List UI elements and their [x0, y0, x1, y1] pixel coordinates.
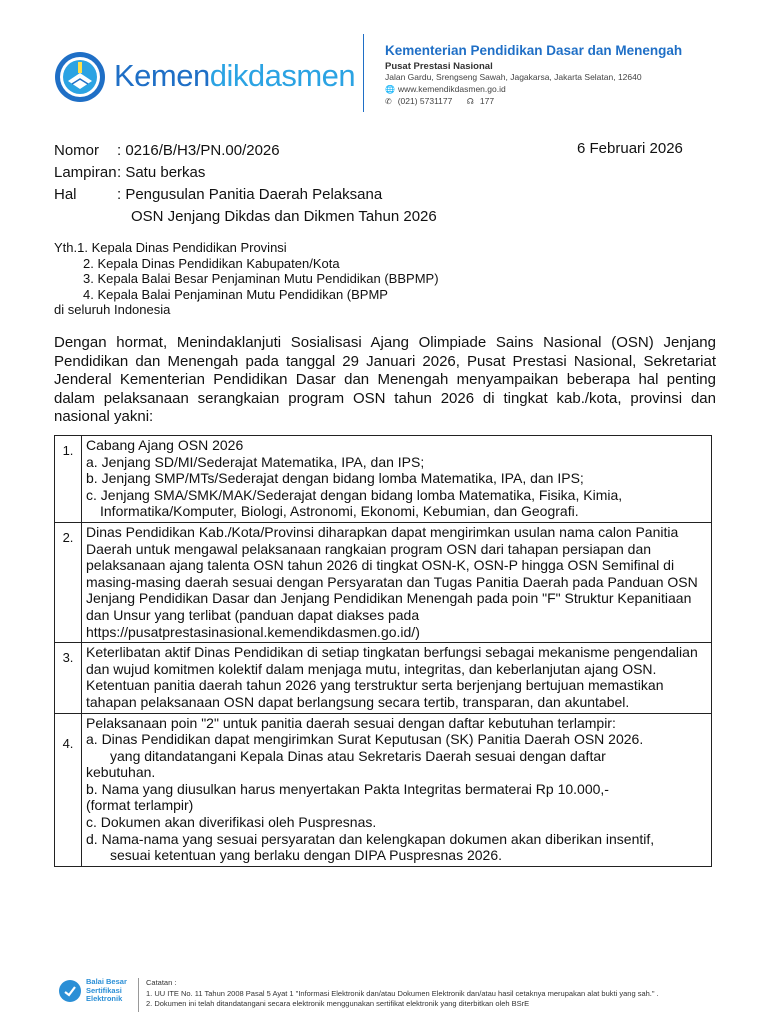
website: www.kemendikdasmen.go.id	[397, 84, 506, 94]
lampiran-value: : Satu berkas	[117, 164, 206, 181]
points-table	[54, 435, 712, 867]
headset-icon: ☊	[466, 97, 474, 106]
phone-icon: ✆	[385, 97, 392, 106]
recipient-item: 4. Kepala Balai Penjaminan Mutu Pendidikan (BPMP	[83, 286, 388, 302]
website-line	[385, 84, 506, 94]
callcenter: 177	[479, 96, 495, 106]
table-row	[55, 713, 712, 866]
point-content: Cabang Ajang OSN 2026 a. Jenjang SD/MI/Sederajat Matematika, IPA, dan IPS; b. Jenjang SMP/MTs/Sederajat dengan bidang lomba Matematika, IPA, dan IPS; c. Jenjang SMA/SMK/MAK/Sederajat dengan bidang lomba Matematika, Fisika, Kimia, Informatika/Komputer, Biologi, Astronomi, Ekonomi, Kebumian, dan Geografi.	[82, 436, 712, 523]
globe-icon: 🌐	[385, 85, 395, 94]
bsre-name: Balai Besar Sertifikasi Elektronik	[86, 977, 127, 1003]
table-row	[55, 522, 712, 642]
footer-divider	[138, 978, 139, 1012]
hal-label: Hal	[54, 186, 77, 203]
footer-notes	[146, 978, 659, 1010]
point-number: 4.	[55, 713, 82, 866]
hal-value-line2: OSN Jenjang Dikdas dan Dikmen Tahun 2026	[131, 208, 437, 225]
ministry-name: Kementerian Pendidikan Dasar dan Menengah	[385, 43, 683, 58]
point-number: 1.	[55, 436, 82, 523]
letter-date: 6 Februari 2026	[577, 140, 683, 157]
recipients	[54, 240, 439, 318]
kemendikdasmen-emblem-icon	[54, 51, 106, 103]
note-item: 2. Dokumen ini telah ditandatangani secara elektronik menggunakan sertifikat elektronik yang diterbitkan oleh BSrE	[146, 999, 530, 1008]
notes-title: Catatan :	[146, 978, 177, 987]
recipient-location: di seluruh Indonesia	[54, 302, 171, 317]
recipient-item: Yth.1. Kepala Dinas Pendidikan Provinsi	[54, 240, 287, 255]
table-row	[55, 643, 712, 713]
intro-paragraph: Dengan hormat, Menindaklanjuti Sosialisasi Ajang Olimpiade Sains Nasional (OSN) Jenjang Pendidikan dan Menengah pada tanggal 29 Januari 2026, Pusat Prestasi Nasional, Sekretariat Jenderal Kementerian Pendidikan Dasar dan Menengah menyampaikan beberapa hal penting dalam pelaksanaan serangkaian program OSN tahun 2026 di tingkat kab./kota, provinsi dan nasional yakni:	[54, 334, 716, 425]
point-number: 3.	[55, 643, 82, 713]
contact-line	[385, 96, 506, 106]
note-item: 1. UU ITE No. 11 Tahun 2008 Pasal 5 Ayat 1 "Informasi Elektronik dan/atau Dokumen Elektronik dan/atau hasil cetaknya merupakan alat bukti yang sah." .	[146, 988, 659, 998]
header-divider	[363, 34, 364, 112]
bsre-logo-icon	[58, 979, 82, 1003]
unit-name: Pusat Prestasi Nasional	[385, 61, 493, 72]
point-content: Keterlibatan aktif Dinas Pendidikan di setiap tingkatan berfungsi sebagai mekanisme pengendalian dan wujud komitmen kolektif dalam menjaga mutu, integritas, dan keberlanjutan ajang OSN. Ketentuan panitia daerah tahun 2026 yang terstruktur serta berjenjang bertujuan memastikan tahapan pelaksanaan OSN dapat berlangsung secara tertib, transparan, dan akuntabel.	[82, 643, 712, 713]
nomor-value: : 0216/B/H3/PN.00/2026	[117, 142, 280, 159]
table-row	[55, 436, 712, 523]
point-content: Dinas Pendidikan Kab./Kota/Provinsi diharapkan dapat mengirimkan usulan nama calon Panitia Daerah untuk mengawal pelaksanaan rangkaian program OSN dari tahapan persiapan dan pelaksanaan ajang talenta OSN tahun 2026 di tingkat OSN-K, OSN-P hingga OSN Semifinal di masing-masing daerah sesuai dengan Persyaratan dan Tugas Panitia Daerah pada Panduan OSN Jenjang Pendidikan Dasar dan Jenjang Pendidikan Menengah pada poin "F" Struktur Kepanitiaan dan Unsur yang terlibat (panduan dapat diakses pada https://pusatprestasinasional.kemendikdasmen.go.id/)	[82, 522, 712, 642]
recipient-item: 2. Kepala Dinas Pendidikan Kabupaten/Kota	[83, 255, 340, 271]
point-content: Pelaksanaan poin "2" untuk panitia daerah sesuai dengan daftar kebutuhan terlampir: a. Dinas Pendidikan dapat mengirimkan Surat Keputusan (SK) Panitia Daerah OSN 2026. yang ditandatangani Kepala Dinas atau Sekretaris Daerah sesuai dengan daftar kebutuhan. b. Nama yang diusulkan harus menyertakan Pakta Integritas bermaterai Rp 10.000,- (format terlampir) c. Dokumen akan diverifikasi oleh Puspresnas. d. Nama-nama yang sesuai persyaratan dan kelengkapan dokumen akan diberikan insentif, sesuai ketentuan yang berlaku dengan DIPA Puspresnas 2026.	[82, 713, 712, 866]
address: Jalan Gardu, Srengseng Sawah, Jagakarsa, Jakarta Selatan, 12640	[385, 72, 642, 82]
ministry-logo-wordmark: Kemendikdasmen	[114, 58, 356, 93]
lampiran-label: Lampiran	[54, 164, 117, 181]
nomor-label: Nomor	[54, 142, 100, 159]
recipient-item: 3. Kepala Balai Besar Penjaminan Mutu Pendidikan (BBPMP)	[83, 271, 439, 286]
hal-value: : Pengusulan Panitia Daerah Pelaksana	[117, 186, 383, 203]
phone: (021) 5731177	[397, 96, 453, 106]
point-number: 2.	[55, 522, 82, 642]
